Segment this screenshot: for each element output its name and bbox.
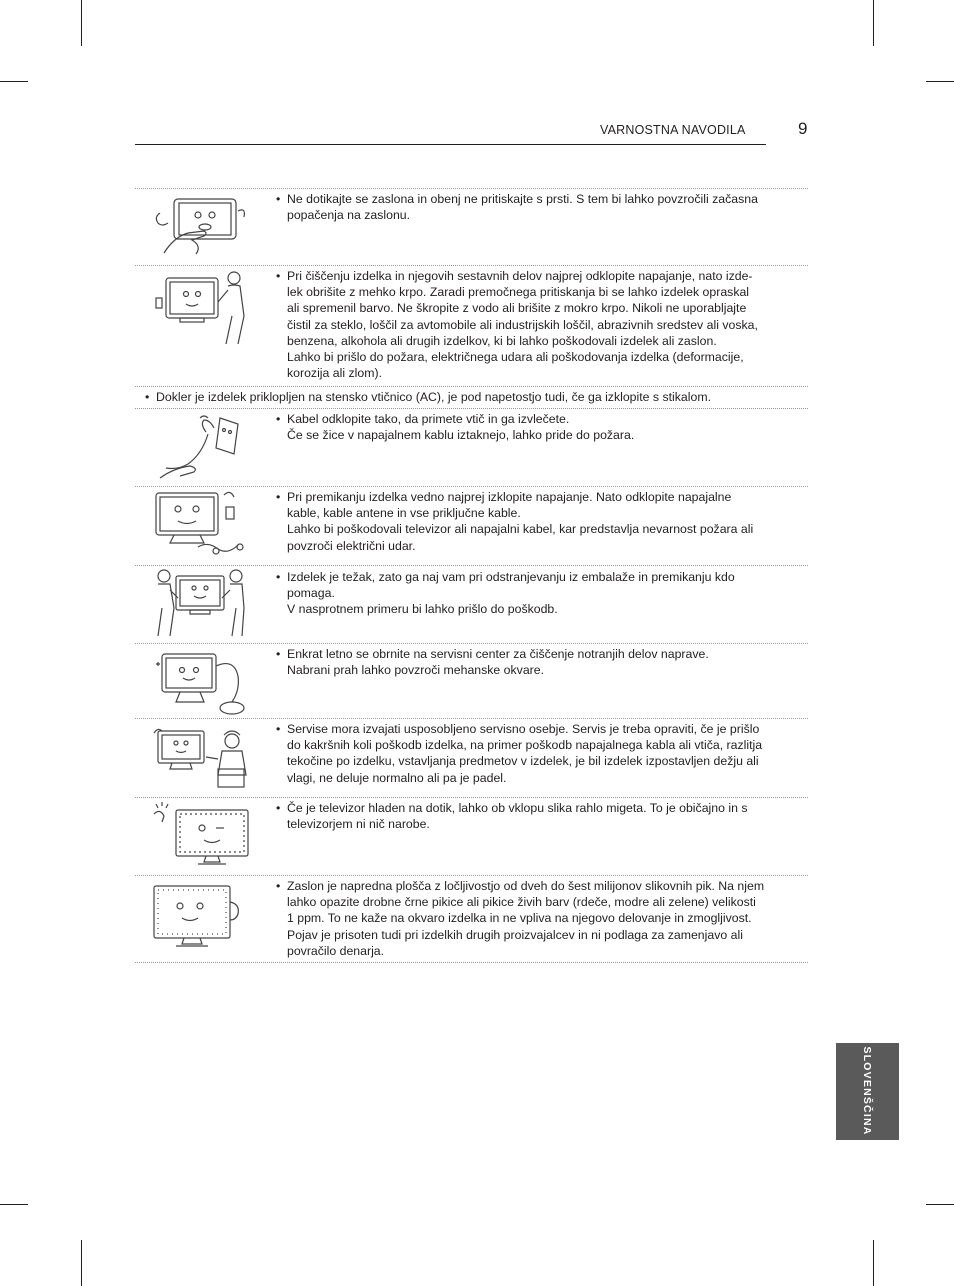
text-line: do kakršnih koli poškodb izdelka, na primer poškodb napajalnega kabla ali vtiča, razlitja xyxy=(287,738,763,753)
text-line: Enkrat letno se obrnite na servisni center za čiščenje notranjih delov naprave. xyxy=(287,647,709,661)
bullet: • xyxy=(276,269,281,283)
row-separator xyxy=(135,386,808,387)
language-tab-label: SLOVENŠČINA xyxy=(861,1046,873,1136)
text-line: Ne dotikajte se zaslona in obenj ne pritiskajte s prsti. S tem bi lahko povzročili začasna xyxy=(287,192,758,206)
row-separator xyxy=(135,962,808,963)
row-separator xyxy=(135,188,808,189)
text-line: Če je televizor hladen na dotik, lahko ob vklopu slika rahlo migeta. To je običajno in s xyxy=(287,801,748,815)
crop-mark xyxy=(926,81,954,82)
crop-mark xyxy=(0,1204,28,1205)
tv-moving-cables-illustration xyxy=(150,489,250,561)
text-line: povračilo denarja. xyxy=(287,943,385,958)
text-line: 1 ppm. To ne kaže na okvaro izdelka in ne vpliva na njegovo delovanje in zmogljivost. xyxy=(287,911,752,926)
row-separator xyxy=(135,643,808,644)
section-title: VARNOSTNA NAVODILA xyxy=(600,123,746,137)
text-line: Nabrani prah lahko povzroči mehanske okvare. xyxy=(287,663,545,678)
crop-mark xyxy=(81,0,82,46)
text-line: tekočine po izdelku, vstavljanja predmetov v izdelek, je bil izdelek izpostavljen dežju ali xyxy=(287,754,759,769)
text-line: vlagi, ne deluje normalno ali pa je padel. xyxy=(287,770,507,785)
crop-mark xyxy=(81,1240,82,1286)
row-separator xyxy=(135,875,808,876)
text-line: Kabel odklopite tako, da primete vtič in ga izvlečete. xyxy=(287,412,570,426)
instruction-item xyxy=(276,646,806,678)
unplug-cable-illustration xyxy=(150,412,250,482)
text-line: Pri čiščenju izdelka in njegovih sestavnih delov najprej odklopite napajanje, nato izde- xyxy=(287,269,753,283)
text-line: čistil za steklo, loščil za avtomobile ali industrijskih loščil, abrazivnih sredstev ali voska, xyxy=(287,317,758,332)
bullet: • xyxy=(276,879,281,893)
text-line: lahko opazite drobne črne pikice ali pikice živih barv (rdeče, modre ali zelene) velikosti xyxy=(287,895,756,910)
text-line: Lahko bi prišlo do požara, električnega udara ali poškodovanja izdelka (deformacije, xyxy=(287,350,744,365)
instruction-item xyxy=(276,191,806,223)
text-line: povzroči električni udar. xyxy=(287,538,416,553)
instruction-item xyxy=(276,800,806,832)
instruction-item xyxy=(276,411,806,443)
header-rule xyxy=(135,144,766,145)
tv-touch-screen-illustration xyxy=(150,193,250,263)
bullet: • xyxy=(276,490,281,504)
instruction-item xyxy=(276,489,806,554)
row-separator xyxy=(135,408,808,409)
text-line: kable, kable antene in vse priključne kable. xyxy=(287,506,521,521)
text-line: lek obrišite z mehko krpo. Zaradi premočnega pritiskanja bi se lahko izdelek opraskal xyxy=(287,285,750,300)
instruction-item xyxy=(276,569,806,618)
instruction-item xyxy=(276,268,806,381)
bullet: • xyxy=(276,570,281,584)
text-line: Pri premikanju izdelka vedno najprej izklopite napajanje. Nato odklopite napajalne xyxy=(287,490,732,504)
text-line: Pojav je prisoten tudi pri izdelkih drugih proizvajalcev in ni podlaga za zamenjavo ali xyxy=(287,927,743,942)
text-line: Zaslon je napredna plošča z ločljivostjo od dveh do šest milijonov slikovnih pik. Na njem xyxy=(287,879,765,893)
row-separator xyxy=(135,265,808,266)
instruction-item xyxy=(276,878,806,959)
text-line: popačenja na zaslonu. xyxy=(287,208,411,223)
bullet: • xyxy=(276,722,281,736)
bullet: • xyxy=(145,390,150,404)
crop-mark xyxy=(0,81,28,82)
text-line: ali spremenil barvo. Ne škropite z vodo ali brišite z mokro krpo. Nikoli ne uporabljajte xyxy=(287,301,747,316)
text-line: V nasprotnem primeru bi lahko prišlo do poškodb. xyxy=(287,602,558,617)
text-line: korozija ali zlom). xyxy=(287,366,382,381)
bullet: • xyxy=(276,647,281,661)
bullet: • xyxy=(276,192,281,206)
row-separator xyxy=(135,718,808,719)
bullet: • xyxy=(276,412,281,426)
row-separator xyxy=(135,486,808,487)
tv-dotted-screen-illustration xyxy=(150,882,250,952)
text-line: Dokler je izdelek priklopljen na stensko vtičnico (AC), je pod napetostjo tudi, če ga izklopite s stikalom. xyxy=(156,390,711,404)
crop-mark xyxy=(873,0,874,46)
tv-cleaning-illustration xyxy=(150,268,250,346)
text-line: televizorjem ni nič narobe. xyxy=(287,817,430,832)
bullet: • xyxy=(276,801,281,815)
crop-mark xyxy=(926,1204,954,1205)
text-line: Izdelek je težak, zato ga naj vam pri odstranjevanju iz embalaže in premikanju kdo xyxy=(287,570,735,584)
crop-mark xyxy=(873,1240,874,1286)
full-width-note xyxy=(145,389,805,405)
text-line: Lahko bi poškodovali televizor ali napajalni kabel, kar predstavlja nevarnost požara ali xyxy=(287,522,754,537)
text-line: pomaga. xyxy=(287,586,335,601)
service-technician-illustration xyxy=(150,723,250,791)
text-line: Servise mora izvajati usposobljeno servisno osebje. Servis je treba opraviti, če je prišlo xyxy=(287,722,760,736)
row-separator xyxy=(135,797,808,798)
page-number: 9 xyxy=(798,119,808,138)
tv-winking-illustration xyxy=(150,802,250,870)
text-line: Če se žice v napajalnem kablu iztaknejo, lahko pride do požara. xyxy=(287,428,635,443)
instruction-item xyxy=(276,721,806,786)
two-people-lifting-illustration xyxy=(150,568,250,640)
row-separator xyxy=(135,565,808,566)
text-line: benzena, alkohola ali drugih izdelkov, ki bi lahko poškodovali izdelek ali zaslon. xyxy=(287,333,717,348)
tv-vacuum-illustration xyxy=(150,646,250,716)
